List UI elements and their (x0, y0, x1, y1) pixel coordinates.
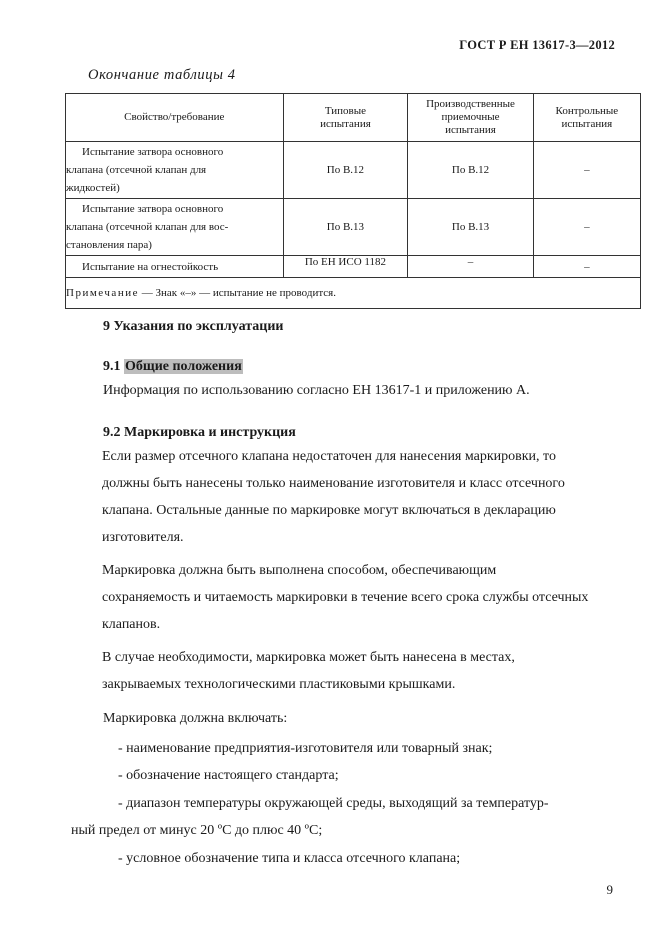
column-header-control-tests: Контрольные испытания (533, 94, 640, 142)
table-note (66, 278, 641, 309)
cell-production-test: По В.12 (408, 142, 533, 199)
section-9-2-heading: 9.2 Маркировка и инструкция (103, 425, 296, 440)
cell-property: Испытание затвора основного клапана (отсечной клапан для жидкостей) (66, 142, 284, 199)
cell-type-test: По В.13 (283, 199, 408, 256)
list-item: - диапазон температуры окружающей среды, выходящий за температур- (118, 796, 549, 811)
cell-type-test: По ЕН ИСО 1182 (283, 256, 408, 278)
document-code: ГОСТ Р ЕН 13617-3—2012 (459, 38, 615, 52)
cell-property: Испытание на огнестойкость (66, 256, 284, 278)
list-item: - условное обозначение типа и класса отсечного клапана; (118, 851, 461, 866)
table-caption: Окончание таблицы 4 (88, 67, 236, 83)
note-text: — Знак «–» — испытание не проводится. (138, 287, 336, 299)
cell-type-test: По В.12 (283, 142, 408, 199)
list-item: - обозначение настоящего стандарта; (118, 768, 339, 783)
column-header-type-tests: Типовые испытания (283, 94, 408, 142)
list-intro: Маркировка должна включать: (103, 711, 288, 726)
cell-control-test: – (533, 199, 640, 256)
paragraph-2: Маркировка должна быть выполнена способом, обеспечивающим сохраняемость и читаемость маркировки в течение всего срока службы отсечных клапанов. (102, 563, 589, 632)
cell-property: Испытание затвора основного клапана (отсечной клапан для вос- становления пара) (66, 199, 284, 256)
section-9-1-number: 9.1 (103, 359, 124, 374)
cell-control-test: – (533, 256, 640, 278)
note-label: Примечание (66, 287, 139, 299)
table-note-row (66, 278, 641, 309)
cell-production-test: По В.13 (408, 199, 533, 256)
table-row (66, 256, 641, 278)
table-row (66, 142, 641, 199)
list-item-continuation: ный предел от минус 20 ºС до плюс 40 ºС; (71, 823, 323, 838)
section-9-1-title: Общие положения (125, 359, 242, 374)
page-number: 9 (606, 882, 613, 897)
section-9-1-text: Информация по использованию согласно ЕН 13617-1 и приложению А. (103, 383, 530, 398)
paragraph-1: Если размер отсечного клапана недостаточен для нанесения маркировки, то должны быть нанесены только наименование изготовителя и класс отсечного клапана. Остальные данные по маркировке могут включаться в декларацию изготовителя. (102, 449, 565, 545)
cell-control-test: – (533, 142, 640, 199)
properties-table (65, 93, 641, 309)
cell-production-test: – (408, 256, 533, 278)
paragraph-3: В случае необходимости, маркировка может быть нанесена в местах, закрываемых технологическими пластиковыми крышками. (102, 650, 515, 692)
column-header-production-tests: Производственные приемочные испытания (408, 94, 533, 142)
column-header-property: Свойство/требование (66, 94, 284, 142)
section-9-heading: 9 Указания по эксплуатации (103, 319, 284, 334)
list-item: - наименование предприятия-изготовителя или товарный знак; (118, 741, 493, 756)
table-header-row (66, 94, 641, 142)
table-row (66, 199, 641, 256)
section-9-1-heading (103, 359, 243, 375)
